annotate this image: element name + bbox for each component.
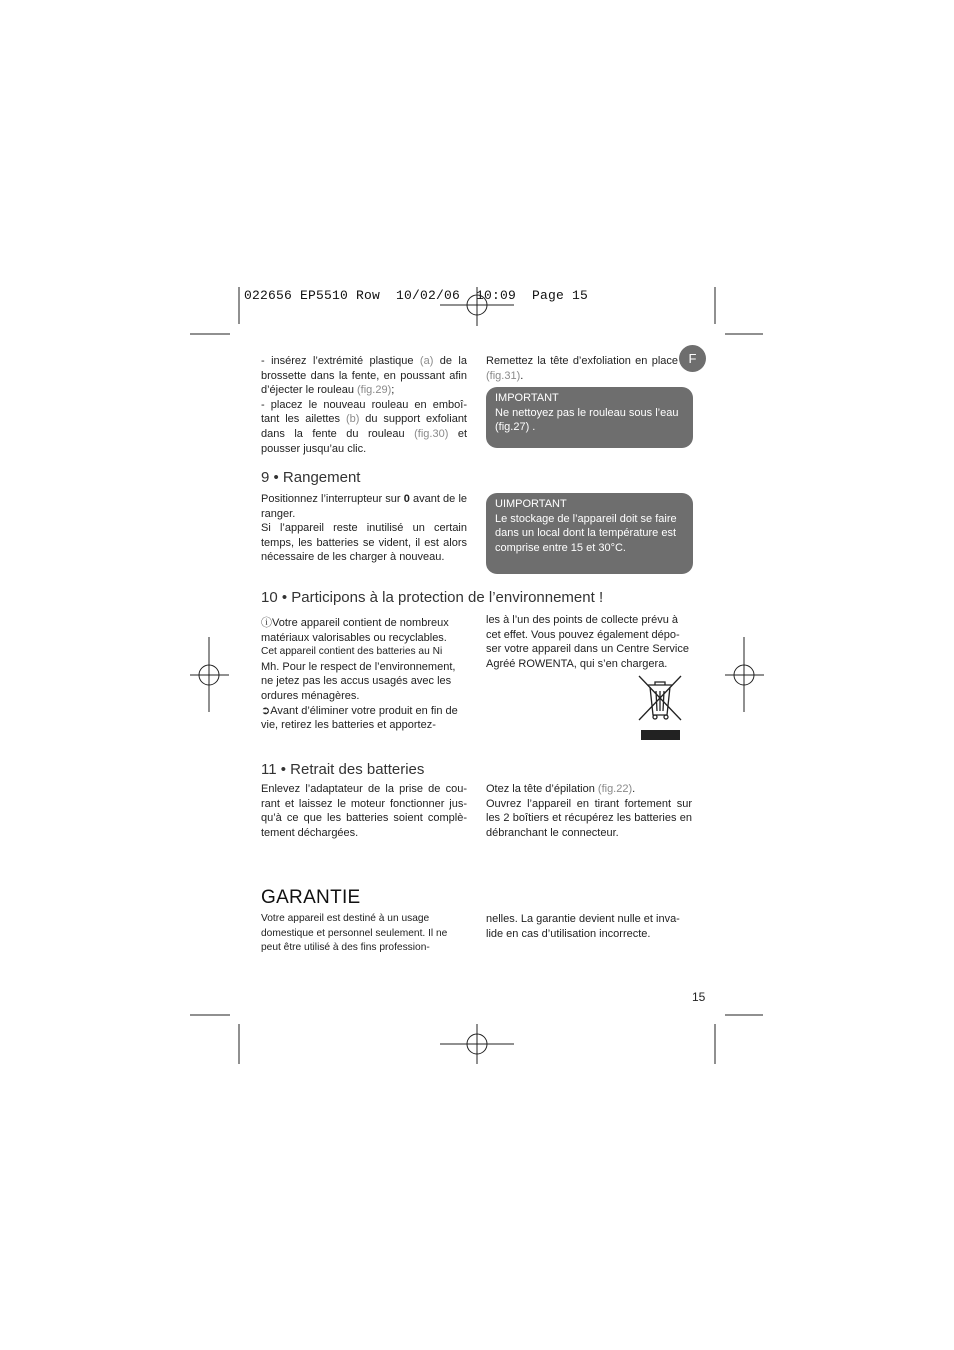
recycle-materials-text: ⓘVotre appareil contient de nombreux matériaux valorisables ou recyclables. bbox=[261, 617, 449, 644]
section-9-text bbox=[261, 492, 467, 565]
section-11-right-text bbox=[486, 782, 692, 840]
important-box-title: IMPORTANT bbox=[495, 392, 559, 404]
crossed-bin-icon bbox=[636, 673, 684, 741]
important-box-text: Le stockage de l’appareil doit se faire dans un local dont la température est comprise entre 15 et 30°C. bbox=[495, 512, 677, 554]
important-box-title: UIMPORTANT bbox=[495, 498, 567, 510]
page-number: 15 bbox=[692, 990, 706, 1004]
remove-head-text: Otez la tête d’épilation (fig.22). bbox=[486, 783, 636, 795]
section-10-left-text bbox=[261, 616, 469, 733]
intro-step-insert: - insérez l’extrémité plastique (a) de la brossette dans la fente, en poussant afin d’éjecter le rouleau (fig.29); bbox=[261, 355, 467, 397]
intro-left-text bbox=[261, 354, 467, 456]
open-device-text: Ouvrez l’appareil en tirant fortement sur les 2 boîtiers et récupérez les batteries en débranchant le connecteur. bbox=[486, 797, 692, 839]
important-box-cleaning bbox=[486, 387, 693, 448]
section-10-title: 10 • Participons à la protection de l’environnement ! bbox=[261, 589, 604, 606]
language-tab: F bbox=[679, 345, 706, 372]
warranty-left-text: Votre appareil est destiné à un usage domestique et personnel seulement. Il ne peut être utilisé à des fins profession- bbox=[261, 913, 448, 954]
important-box-text: Ne nettoyez pas le rouleau sous l’eau (fig.27) . bbox=[495, 406, 679, 434]
intro-step-place: - placez le nouveau rouleau en emboî-tant les ailettes (b) du support exfoliant dans la fente du rouleau (fig.30) et pousser jusqu’au clic. bbox=[261, 398, 468, 455]
disposal-notice-text: Mh. Pour le respect de l’environnement, ne jetez pas les accus usagés avec les ordures ménagères. bbox=[261, 660, 456, 702]
arrow-icon: ➲ bbox=[261, 704, 271, 717]
print-header: 022656 EP5510 Row 10/02/06 10:09 Page 15 bbox=[244, 288, 589, 303]
warranty-right-text: nelles. La garantie devient nulle et inva-lide en cas d’utilisation incorrecte. bbox=[486, 913, 680, 940]
battery-notice-text: Cet appareil contient des batteries au Ni bbox=[261, 646, 443, 658]
intro-right-text: Remettez la tête d’exfoliation en place (fig.31). bbox=[486, 355, 678, 382]
section-9-title: 9 • Rangement bbox=[261, 469, 361, 486]
section-9-paragraph-2: Si l’appareil reste inutilisé un certain temps, les batteries se vident, il est alors nécessaire de les charger à nouveau. bbox=[261, 522, 467, 564]
important-box-storage bbox=[486, 493, 693, 574]
end-of-life-text: ➲Avant d’éliminer votre produit en fin de vie, retirez les batteries et apportez- bbox=[261, 704, 458, 732]
section-10-right-text: les à l’un des points de collecte prévu à cet effet. Vous pouvez également dépo-ser votre appareil dans un Centre Service Agréé ROWENTA, qui s’en chargera. bbox=[486, 614, 689, 670]
section-9-paragraph-1: Positionnez l’interrupteur sur 0 avant de le ranger. bbox=[261, 493, 467, 520]
section-11-title: 11 • Retrait des batteries bbox=[261, 761, 425, 778]
info-icon: ⓘ bbox=[261, 617, 272, 629]
warranty-title: GARANTIE bbox=[261, 887, 361, 908]
section-11-left-text: Enlevez l’adaptateur de la prise de cou-rant et laissez le moteur fonctionner jus-qu’à ce que les batteries soient complè-tement déchargées. bbox=[261, 783, 467, 839]
